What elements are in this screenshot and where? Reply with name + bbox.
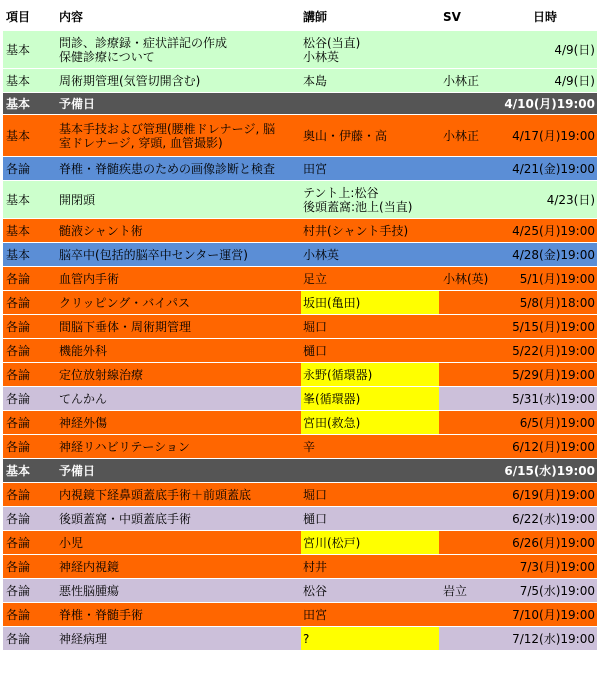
row-lecturer: 堀口 [303, 319, 328, 334]
row-category: 各論 [6, 319, 31, 334]
row-date: 5/8(月)18:00 [519, 295, 595, 310]
header-topic: 内容 [59, 10, 84, 24]
schedule-table [3, 4, 597, 650]
row-lecturer: 宮田(救急) [301, 411, 439, 434]
row-date: 4/23(日) [546, 192, 595, 207]
row-category: 各論 [6, 415, 31, 430]
row-topic: 機能外科 [59, 343, 108, 358]
row-lecturer: 村井 [303, 559, 328, 574]
row-category: 基本 [6, 96, 31, 111]
header-date: 日時 [532, 10, 557, 24]
row-sv: 小林(英) [443, 271, 489, 286]
row-category: 基本 [6, 223, 31, 238]
row-lecturer: 永野(循環器) [301, 363, 439, 386]
row-date: 4/25(月)19:00 [512, 223, 595, 238]
row-date: 5/1(月)19:00 [519, 271, 595, 286]
row-date: 5/29(月)19:00 [512, 367, 595, 382]
row-date: 5/31(水)19:00 [512, 391, 595, 406]
table-row [3, 290, 597, 314]
row-lecturer: 樋口 [303, 343, 328, 358]
row-date: 7/12(水)19:00 [512, 631, 595, 646]
row-topic: てんかん [59, 391, 108, 406]
row-lecturer: 辛 [303, 439, 316, 454]
row-category: 各論 [6, 583, 31, 598]
row-category: 基本 [6, 42, 31, 57]
row-topic: 血管内手術 [59, 271, 120, 286]
row-lecturer [303, 93, 437, 114]
row-date: 4/21(金)19:00 [512, 161, 595, 176]
row-lecturer: 田宮 [303, 161, 328, 176]
row-date: 4/9(日) [554, 42, 595, 57]
row-date: 6/5(月)19:00 [519, 415, 595, 430]
row-lecturer: 堀口 [303, 487, 328, 502]
row-sv: 小林正 [443, 73, 480, 88]
table-body [3, 30, 597, 650]
table-row [3, 506, 597, 530]
row-date: 6/26(月)19:00 [512, 535, 595, 550]
row-lecturer: 田宮 [303, 607, 328, 622]
row-category: 各論 [6, 631, 31, 646]
table-row [3, 434, 597, 458]
header-sv: SV [443, 10, 461, 24]
table-row [3, 156, 597, 180]
row-category: 基本 [6, 463, 31, 478]
table-row [3, 266, 597, 290]
row-category: 各論 [6, 343, 31, 358]
row-date: 7/3(月)19:00 [519, 559, 595, 574]
table-row [3, 242, 597, 266]
row-lecturer: ? [301, 627, 439, 650]
row-category: 各論 [6, 511, 31, 526]
row-date: 4/28(金)19:00 [512, 247, 595, 262]
table-row [3, 362, 597, 386]
row-lecturer: 松谷(当直) 小林英 [303, 35, 361, 64]
row-lecturer: 奥山・伊藤・高 [303, 128, 388, 143]
row-date: 4/10(月)19:00 [504, 96, 595, 111]
table-row [3, 314, 597, 338]
table-header [3, 4, 597, 30]
row-date: 4/9(日) [554, 73, 595, 88]
table-row [3, 530, 597, 554]
row-topic: 神経内視鏡 [59, 559, 120, 574]
table-row [3, 386, 597, 410]
row-topic: 脳卒中(包括的脳卒中センター運営) [59, 247, 248, 262]
table-row [3, 578, 597, 602]
row-date: 4/17(月)19:00 [512, 128, 595, 143]
table-row [3, 180, 597, 218]
table-row [3, 68, 597, 92]
row-topic: 内視鏡下経鼻頭蓋底手術＋前頭蓋底 [59, 487, 252, 502]
row-date: 7/5(水)19:00 [519, 583, 595, 598]
row-date: 6/22(水)19:00 [512, 511, 595, 526]
header-category: 項目 [6, 10, 31, 24]
row-lecturer: 松谷 [303, 583, 328, 598]
row-topic: クリッピング・バイパス [59, 295, 191, 310]
row-category: 各論 [6, 559, 31, 574]
row-topic: 脊椎・脊髄疾患のための画像診断と検査 [59, 161, 276, 176]
table-row [3, 554, 597, 578]
header-lecturer: 講師 [303, 10, 328, 24]
row-category: 各論 [6, 271, 31, 286]
row-lecturer: 小林英 [303, 247, 340, 262]
row-topic: 脊椎・脊髄手術 [59, 607, 144, 622]
row-lecturer: 樋口 [303, 511, 328, 526]
row-topic: 神経病理 [59, 631, 108, 646]
row-topic: 神経リハビリテーション [59, 439, 190, 454]
row-date: 5/22(月)19:00 [512, 343, 595, 358]
row-lecturer: 足立 [303, 271, 328, 286]
row-category: 各論 [6, 161, 31, 176]
table-row [3, 458, 597, 482]
table-row [3, 626, 597, 650]
row-topic: 定位放射線治療 [59, 367, 144, 382]
row-topic: 悪性脳腫瘍 [59, 583, 120, 598]
row-topic: 開閉頭 [59, 192, 96, 207]
row-category: 各論 [6, 295, 31, 310]
row-topic: 予備日 [59, 96, 96, 111]
row-topic: 髄液シャント術 [59, 223, 143, 238]
row-category: 各論 [6, 487, 31, 502]
row-category: 基本 [6, 192, 31, 207]
table-row [3, 410, 597, 434]
row-topic: 間脳下垂体・周術期管理 [59, 319, 192, 334]
table-row [3, 602, 597, 626]
row-topic: 問診、診療録・症状詳記の作成 保健診療について [59, 35, 228, 64]
row-sv: 岩立 [443, 583, 468, 598]
row-lecturer: 村井(シャント手技) [303, 223, 409, 238]
row-lecturer: テント上:松谷 後頭蓋窩:池上(当直) [303, 185, 413, 214]
row-date: 6/19(月)19:00 [512, 487, 595, 502]
table-row [3, 482, 597, 506]
row-topic: 基本手技および管理(腰椎ドレナージ, 脳 室ドレナージ, 穿頭, 血管撮影) [59, 121, 276, 150]
table-row [3, 30, 597, 68]
row-category: 基本 [6, 73, 31, 88]
row-lecturer: 峯(循環器) [301, 387, 439, 410]
table-row [3, 338, 597, 362]
table-row [3, 92, 597, 114]
row-date: 7/10(月)19:00 [512, 607, 595, 622]
row-category: 各論 [6, 367, 31, 382]
row-topic: 神経外傷 [59, 415, 108, 430]
row-category: 各論 [6, 439, 31, 454]
row-lecturer: 本島 [303, 73, 328, 88]
row-topic: 予備日 [59, 463, 96, 478]
row-topic: 小児 [59, 535, 84, 550]
row-lecturer: 坂田(亀田) [301, 291, 439, 314]
row-date: 5/15(月)19:00 [512, 319, 595, 334]
row-date: 6/12(月)19:00 [512, 439, 595, 454]
row-sv: 小林正 [443, 128, 480, 143]
table-row [3, 218, 597, 242]
row-lecturer [303, 459, 437, 482]
row-category: 基本 [6, 247, 31, 262]
table-row [3, 114, 597, 156]
row-category: 各論 [6, 607, 31, 622]
row-category: 各論 [6, 391, 31, 406]
row-topic: 周術期管理(気管切開含む) [59, 73, 201, 88]
row-date: 6/15(水)19:00 [504, 463, 595, 478]
row-category: 基本 [6, 128, 31, 143]
row-category: 各論 [6, 535, 31, 550]
row-lecturer: 宮川(松戸) [301, 531, 439, 554]
row-topic: 後頭蓋窩・中頭蓋底手術 [59, 511, 192, 526]
